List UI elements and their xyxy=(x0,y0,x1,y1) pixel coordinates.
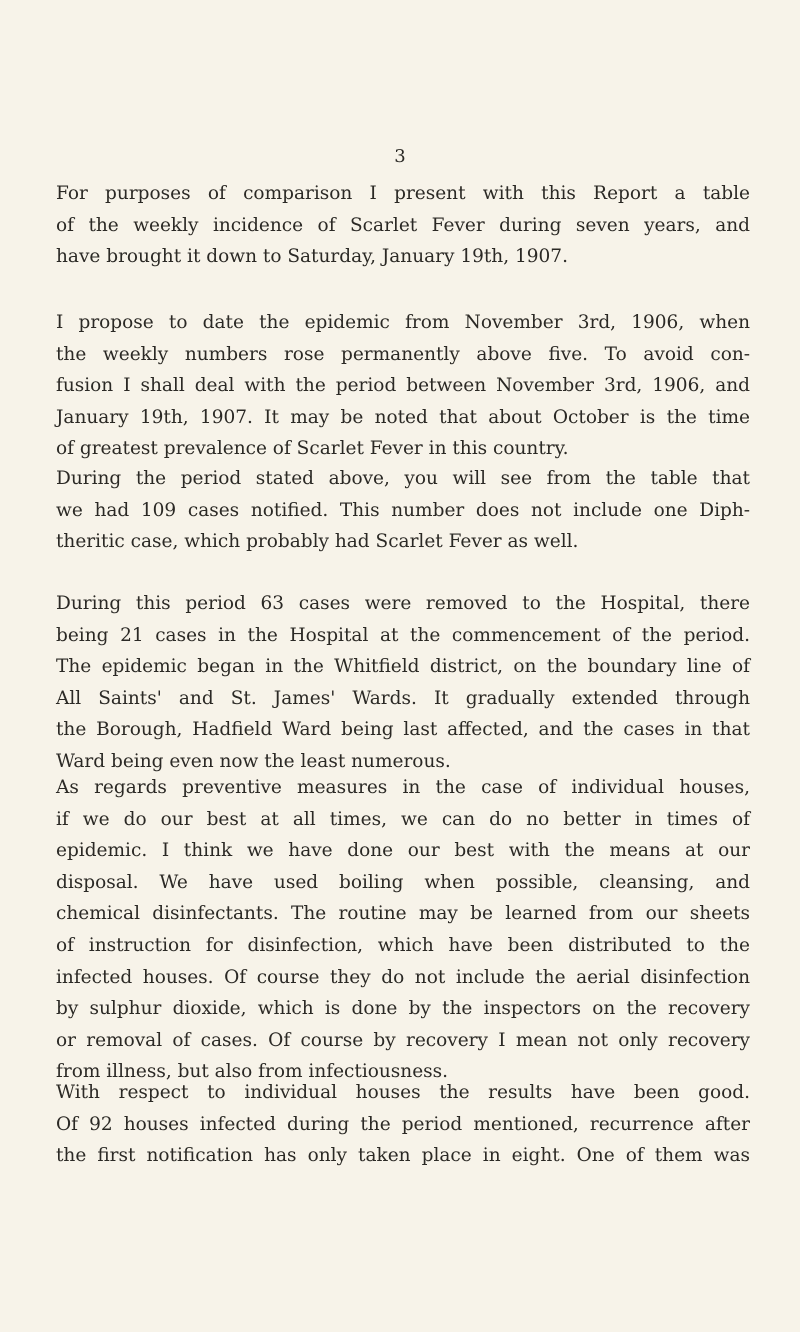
text-line: January 19th, 1907. It may be noted that about October is the time xyxy=(56,406,750,428)
text-line: of greatest prevalence of Scarlet Fever in this country. xyxy=(56,438,569,460)
text-line: With respect to individual houses the results have been good. xyxy=(56,1082,750,1103)
text-line: have brought it down to Saturday, January 19th, 1907. xyxy=(56,246,568,268)
text-line: the weekly numbers rose permanently above five. To avoid con- xyxy=(56,343,750,365)
paragraph-cases-notified xyxy=(56,463,750,558)
paragraph-hospital-removals xyxy=(56,588,750,778)
page-number: 3 xyxy=(394,146,406,167)
text-line: fusion I shall deal with the period between November 3rd, 1906, and xyxy=(56,375,750,397)
text-line: Of 92 houses infected during the period mentioned, recurrence after xyxy=(56,1113,750,1135)
paragraph-preventive-measures xyxy=(56,772,750,1088)
text-line: chemical disinfectants. The routine may be learned from our sheets xyxy=(56,903,750,925)
text-line: if we do our best at all times, we can do no better in times of xyxy=(56,808,750,830)
text-line: As regards preventive measures in the case of individual houses, xyxy=(56,777,750,798)
text-line: epidemic. I think we have done our best with the means at our xyxy=(56,840,750,862)
text-line: infected houses. Of course they do not include the aerial disinfection xyxy=(56,966,750,988)
text-line: disposal. We have used boiling when possible, cleansing, and xyxy=(56,871,750,893)
text-line: from illness, but also from infectiousness. xyxy=(56,1061,449,1083)
text-line: or removal of cases. Of course by recovery I mean not only recovery xyxy=(56,1029,750,1051)
text-line: the first notification has only taken place in eight. One of them was xyxy=(56,1145,750,1167)
text-line: we had 109 cases notified. This number does not include one Diph- xyxy=(56,499,750,521)
text-line: The epidemic began in the Whitfield district, on the boundary line of xyxy=(56,656,750,678)
text-line: During the period stated above, you will see from the table that xyxy=(56,468,750,489)
text-line: by sulphur dioxide, which is done by the inspectors on the recovery xyxy=(56,998,750,1020)
text-line: the Borough, Hadfield Ward being last affected, and the cases in that xyxy=(56,719,750,741)
text-line: I propose to date the epidemic from November 3rd, 1906, when xyxy=(56,312,750,333)
paragraph-epidemic-dates xyxy=(56,307,750,465)
text-line: During this period 63 cases were removed to the Hospital, there xyxy=(56,593,750,614)
text-line: All Saints' and St. James' Wards. It gradually extended through xyxy=(56,687,750,709)
text-line: being 21 cases in the Hospital at the commencement of the period. xyxy=(56,624,750,646)
text-line: Ward being even now the least numerous. xyxy=(56,750,451,772)
text-line: of instruction for disinfection, which have been distributed to the xyxy=(56,934,750,956)
paragraph-individual-houses xyxy=(56,1077,750,1172)
paragraph-comparison xyxy=(56,178,750,273)
text-line: of the weekly incidence of Scarlet Fever during seven years, and xyxy=(56,214,750,236)
text-line: For purposes of comparison I present with this Report a table xyxy=(56,183,750,204)
text-line: theritic case, which probably had Scarlet Fever as well. xyxy=(56,531,579,553)
